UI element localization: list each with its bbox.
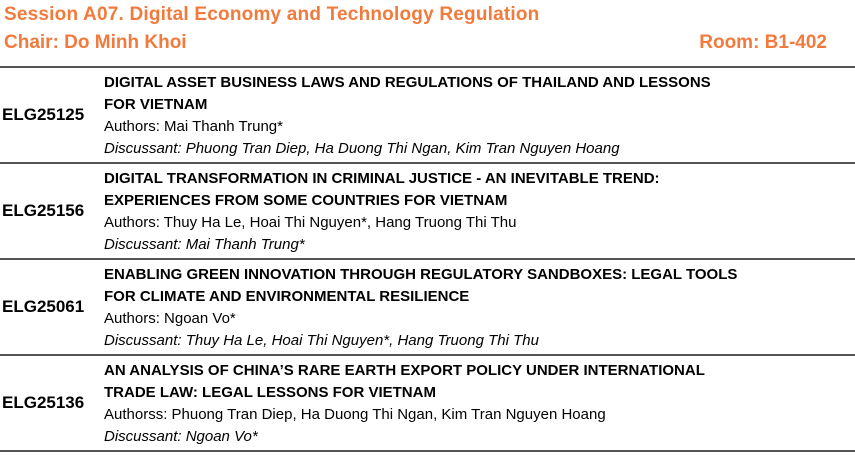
session-header [0,0,855,64]
paper-body [104,264,844,352]
paper-body [104,360,844,448]
paper-code: ELG25156 [2,201,85,220]
session-room: Room: B1-402 [699,32,827,53]
paper-list [0,66,855,452]
paper-discussant: Discussant: Mai Thanh Trung* [104,236,305,253]
paper-code: ELG25125 [2,105,85,124]
paper-row [0,162,855,258]
paper-row [0,354,855,452]
paper-discussant: Discussant: Thuy Ha Le, Hoai Thi Nguyen*, Hang Truong Thi Thu [104,332,539,349]
paper-code: ELG25061 [2,297,85,316]
session-title: Session A07. Digital Economy and Technology Regulation [4,4,540,25]
paper-title-line: FOR CLIMATE AND ENVIRONMENTAL RESILIENCE [104,288,470,305]
paper-title-line: AN ANALYSIS OF CHINA’S RARE EARTH EXPORT POLICY UNDER INTERNATIONAL [104,362,705,379]
paper-discussant: Discussant: Phuong Tran Diep, Ha Duong Thi Ngan, Kim Tran Nguyen Hoang [104,140,620,157]
paper-authors: Authors: Mai Thanh Trung* [104,118,283,135]
paper-title-line: FOR VIETNAM [104,96,208,113]
paper-body [104,72,844,160]
paper-row [0,66,855,162]
paper-discussant: Discussant: Ngoan Vo* [104,428,258,445]
paper-code: ELG25136 [2,393,85,412]
paper-title-line: TRADE LAW: LEGAL LESSONS FOR VIETNAM [104,384,436,401]
paper-authors: Authors: Thuy Ha Le, Hoai Thi Nguyen*, Hang Truong Thi Thu [104,214,517,231]
paper-title-line: DIGITAL ASSET BUSINESS LAWS AND REGULATIONS OF THAILAND AND LESSONS [104,74,711,91]
paper-title-line: ENABLING GREEN INNOVATION THROUGH REGULATORY SANDBOXES: LEGAL TOOLS [104,266,738,283]
paper-authors: Authors: Ngoan Vo* [104,310,236,327]
paper-title-line: DIGITAL TRANSFORMATION IN CRIMINAL JUSTICE - AN INEVITABLE TREND: [104,170,660,187]
paper-row [0,258,855,354]
paper-authors: Authorss: Phuong Tran Diep, Ha Duong Thi Ngan, Kim Tran Nguyen Hoang [104,406,606,423]
paper-title-line: EXPERIENCES FROM SOME COUNTRIES FOR VIETNAM [104,192,508,209]
paper-body [104,168,844,256]
session-chair: Chair: Do Minh Khoi [4,32,187,53]
